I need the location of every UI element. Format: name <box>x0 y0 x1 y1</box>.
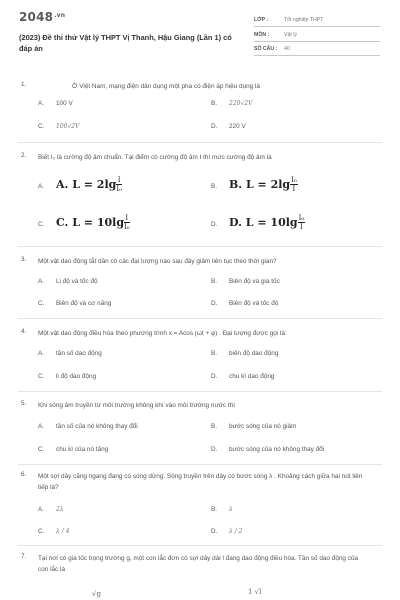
info-value: Vật lý <box>284 32 297 38</box>
option-d[interactable]: D. 220 V <box>211 123 246 130</box>
info-value: 40 <box>284 46 290 52</box>
formula-fragment-left: √g <box>92 590 101 598</box>
question-text: Khi sóng âm truyền từ môi trường không khí vào môi trường nước thì <box>38 402 235 409</box>
divider <box>18 464 382 465</box>
option-a[interactable]: A. tần số của nó không thay đổi <box>38 423 138 430</box>
info-class <box>254 12 380 27</box>
site-logo[interactable] <box>19 10 65 24</box>
divider <box>18 545 382 546</box>
option-c[interactable]: C. chu kì của nó tăng <box>38 446 109 453</box>
question-text: Một vật dao động tắt dần có các đại lượng nào sau đây giảm liên tục theo thời gian? <box>38 258 277 265</box>
option-b[interactable]: B. biên độ dao động <box>211 350 279 357</box>
option-b[interactable]: B. bước sóng của nó giảm <box>211 423 297 430</box>
info-count <box>254 41 380 56</box>
option-b[interactable]: B. λ <box>211 506 233 513</box>
question-text: Ở Việt Nam, mạng điện dân dụng một pha có điện áp hiệu dụng là <box>72 83 260 90</box>
logo-suffix: .vn <box>54 12 66 19</box>
info-value: Tốt nghiệp THPT <box>284 17 324 23</box>
divider <box>18 318 382 319</box>
option-d[interactable]: D. bước sóng của nó không thay đổi <box>211 446 325 453</box>
option-d[interactable]: D. λ / 2 <box>211 528 243 535</box>
option-c[interactable]: C. li độ dao động <box>38 373 97 380</box>
exam-title: (2023) Đề thi thử Vật lý THPT Vị Thanh, Hậu Giang (Lần 1) có đáp án <box>19 33 232 53</box>
question-number: 5. <box>21 400 27 407</box>
info-label: MÔN : <box>254 32 270 38</box>
question-text: Một vật dao động điều hòa theo phương trình x = Acos (ωt + φ) . Đại lượng được gọi là: <box>38 330 287 337</box>
divider <box>18 246 382 247</box>
question-number: 6. <box>21 471 27 478</box>
option-b[interactable]: B. 220√2V <box>211 100 253 107</box>
info-label: SỐ CÂU : <box>254 46 278 52</box>
question-text: Tại nơi có gia tốc trọng trường g, một con lắc đơn có sợi dây dài l đang dao động điều hòa. Tần số dao động của con lắc là <box>38 555 359 573</box>
option-b[interactable]: B. B. L = 2lg $\frac{\text{I₀}}{I}$ <box>211 176 297 193</box>
option-c[interactable]: C. C. L = 10lg $\frac{I}{\text{I₀}}$ <box>38 214 130 231</box>
question-text: Biết I₀ là cường độ âm chuẩn. Tại điểm có cường độ âm I thì mức cường độ âm là <box>38 154 272 161</box>
option-a[interactable]: A. tần số dao động <box>38 350 102 357</box>
logo-text: 2048 <box>19 10 54 24</box>
divider <box>18 142 382 143</box>
option-c[interactable]: C. 100√2V <box>38 123 80 130</box>
option-a[interactable]: A. Li độ và tốc độ <box>38 278 98 285</box>
question-number: 7. <box>21 553 27 560</box>
question-text: Một sợi dây căng ngang đang có sóng dừng. Sóng truyền trên dây có bước sóng λ . Khoảng cách giữa hai nút liên tiếp là? <box>38 473 363 491</box>
question-number: 1. <box>21 81 27 88</box>
formula-fragment-right: 1 √l <box>248 588 262 596</box>
option-a[interactable]: A. 2λ <box>38 506 64 513</box>
option-c[interactable]: C. λ / 4 <box>38 528 70 535</box>
option-d[interactable]: D. chu kì dao động <box>211 373 275 380</box>
question-number: 4. <box>21 328 27 335</box>
info-label: LỚP : <box>254 17 269 23</box>
option-a[interactable]: A. 100 V <box>38 100 73 107</box>
option-d[interactable]: D. Biên độ và tốc độ <box>211 300 279 307</box>
option-a[interactable]: A. A. L = 2lg $\frac{I}{\text{I₀}}$ <box>38 176 122 193</box>
option-b[interactable]: B. Biên độ và gia tốc <box>211 278 280 285</box>
info-subject <box>254 27 380 42</box>
divider <box>18 391 382 392</box>
question-number: 2. <box>21 152 27 159</box>
option-d[interactable]: D. D. L = 10lg $\frac{\text{I₀}}{I}$ <box>211 214 305 231</box>
document-header <box>0 0 400 62</box>
question-number: 3. <box>21 256 27 263</box>
option-c[interactable]: C. Biên độ và cơ năng <box>38 300 112 307</box>
